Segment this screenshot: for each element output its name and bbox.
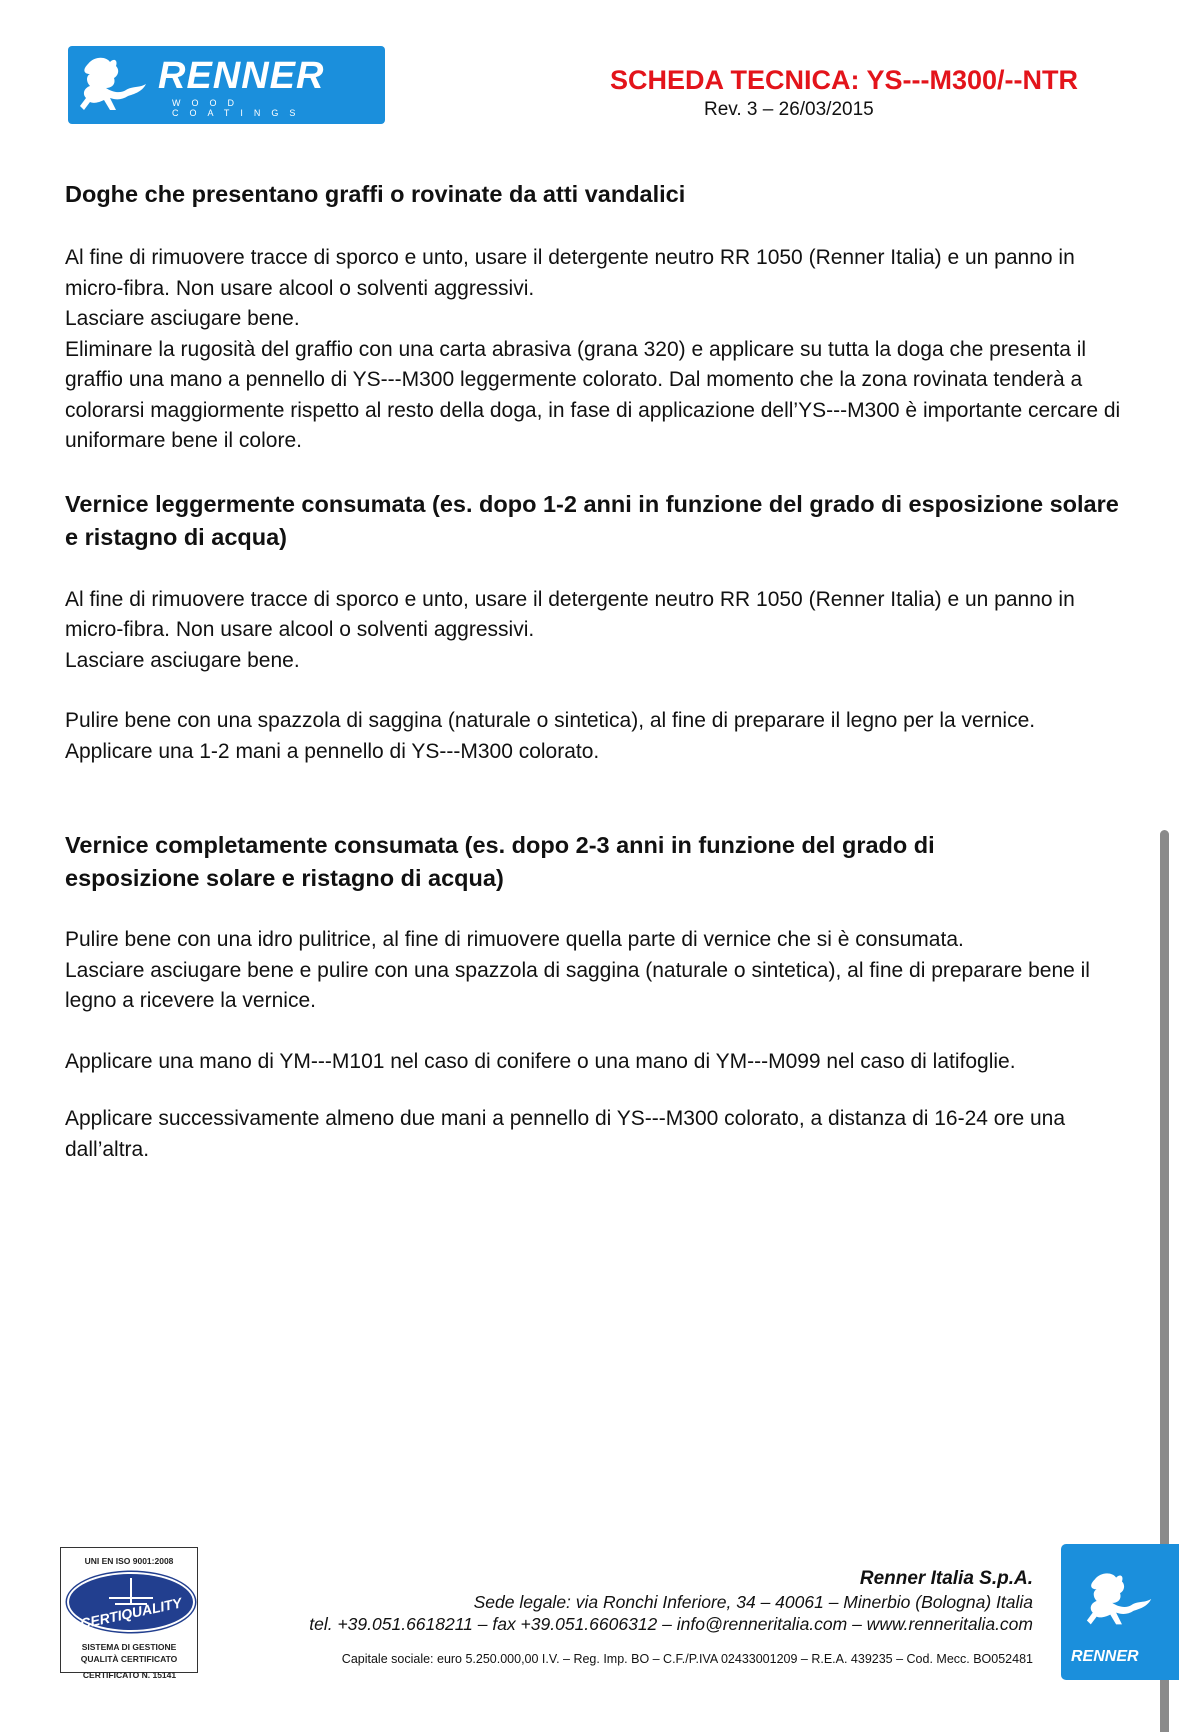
paragraph: Applicare una mano di YM---M101 nel caso di conifere o una mano di YM---M099 nel caso di latifoglie. — [65, 1049, 1016, 1073]
horse-icon — [76, 54, 154, 116]
revision-date: Rev. 3 – 26/03/2015 — [704, 99, 874, 120]
paragraph: Applicare una 1-2 mani a pennello di YS---M300 colorato. — [65, 739, 600, 763]
badge-wordmark: RENNER — [1071, 1648, 1139, 1665]
section-heading: Doghe che presentano graffi o rovinate da atti vandalici — [65, 181, 686, 207]
document-body — [65, 178, 1125, 1165]
iso-certification-mark — [60, 1547, 198, 1673]
cert-line-1: SISTEMA DI GESTIONE — [81, 1642, 177, 1652]
company-legal-info: Capitale sociale: euro 5.250.000,00 I.V. – Reg. Imp. BO – C.F./P.IVA 02433001209 – R.E.A. 439235 – Cod. Mecc. BO052481 — [341, 1652, 1033, 1666]
paragraph: Al fine di rimuovere tracce di sporco e unto, usare il detergente neutro RR 1050 (Renner Italia) e un panno in micro-fibra. Non usare alcool o solventi aggressivi. — [65, 246, 1075, 300]
section-slightly-worn — [65, 488, 1125, 768]
section-heading: Vernice completamente consumata (es. dopo 2-3 anni in funzione del grado di esposizione solare e ristagno di acqua) — [65, 832, 935, 891]
paragraph: Eliminare la rugosità del graffio con una carta abrasiva (grana 320) e applicare su tutta la doga che presenta il graffio una mano a pennello di YS---M300 leggermente colorato. Dal momento che la zona rovinata tenderà a colorarsi maggiormente rispetto al resto della doga, in fase di applicazione dell’YS---M300 è importante cercare di uniformare bene il colore. — [65, 337, 1121, 452]
paragraph: Lasciare asciugare bene. — [65, 648, 300, 672]
section-scratched-boards — [65, 178, 1125, 457]
certiquality-oval-icon — [67, 1572, 195, 1632]
renner-badge-logo — [1061, 1544, 1179, 1680]
paragraph: Lasciare asciugare bene e pulire con una spazzola di saggina (naturale o sintetica), al fine di preparare bene il legno a ricevere la vernice. — [65, 958, 1090, 1012]
paragraph: Applicare successivamente almeno due mani a pennello di YS---M300 colorato, a distanza di 16-24 ore una dall’altra. — [65, 1107, 1066, 1161]
horse-icon — [1083, 1562, 1159, 1638]
company-name: Renner Italia S.p.A. — [859, 1568, 1033, 1589]
paragraph: Pulire bene con una spazzola di saggina (naturale o sintetica), al fine di preparare il legno per la vernice. — [65, 709, 1036, 732]
section-completely-worn — [65, 829, 1125, 1165]
cert-standard: UNI EN ISO 9001:2008 — [84, 1556, 174, 1566]
cert-mark-text: CERTIQUALITY — [78, 1594, 184, 1632]
paragraph: Pulire bene con una idro pulitrice, al fine di rimuovere quella parte di vernice che si è consumata. — [65, 928, 964, 951]
company-footer — [309, 1567, 1033, 1635]
section-heading: Vernice leggermente consumata (es. dopo 1-2 anni in funzione del grado di esposizione solare e ristagno di acqua) — [65, 490, 1119, 550]
logo-wordmark: RENNER — [158, 55, 325, 97]
renner-logo — [68, 46, 385, 124]
document-title: SCHEDA TECNICA: YS---M300/--NTR — [609, 65, 1078, 95]
cert-number: CERTIFICATO N. 15141 — [82, 1670, 177, 1680]
paragraph: Lasciare asciugare bene. — [65, 307, 300, 330]
logo-tagline: WOOD COATINGS — [172, 98, 307, 118]
cert-line-2: QUALITÀ CERTIFICATO — [80, 1654, 178, 1664]
paragraph: Al fine di rimuovere tracce di sporco e unto, usare il detergente neutro RR 1050 (Renner Italia) e un panno in micro-fibra. Non usare alcool o solventi aggressivi. — [65, 587, 1075, 641]
company-address: Sede legale: via Ronchi Inferiore, 34 – 40061 – Minerbio (Bologna) Italia — [473, 1592, 1033, 1612]
company-contacts: tel. +39.051.6618211 – fax +39.051.6606312 – info@renneritalia.com – www.renneritalia.com — [309, 1614, 1033, 1634]
